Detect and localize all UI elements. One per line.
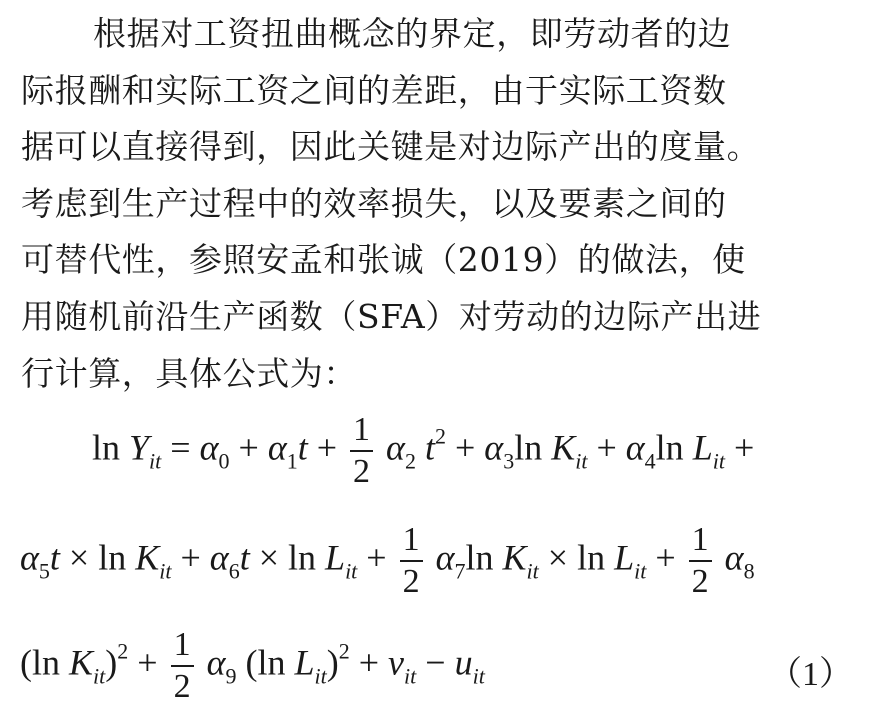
equation-line-1: $\ln Y_{it} = \alpha_0 + \alpha_1t$ + $\frac{1}{2}$ $\alpha_2$ $t^2 + \alpha_3\ln$ $K_{it} + \alpha_4\ln$ $L_{it}$ + [92,411,755,490]
fraction [350,410,373,492]
paragraph-line: 用随机前沿生产函数（SFA）对劳动的边际产出进 [21,296,762,336]
fraction-denominator: 2 [691,563,709,600]
equation-number: （1） [768,656,853,693]
fraction-denominator: 2 [173,668,191,705]
fraction-denominator: 2 [402,563,420,600]
fraction-denominator: 2 [353,453,371,490]
fraction [400,520,423,602]
paragraph-line: 可替代性，参照安孟和张诚（2019）的做法，使 [21,240,746,280]
fraction-numerator: 1 [400,520,423,562]
fraction-numerator: 1 [689,520,712,562]
paragraph-line: 据可以直接得到，因此关键是对边际产出的度量。 [21,127,761,167]
body-paragraph [21,6,861,402]
fraction-numerator: 1 [350,410,373,452]
paragraph-line: 根据对工资扭曲概念的界定，即劳动者的边 [93,14,732,53]
paragraph-line: 行计算，具体公式为： [21,353,357,393]
paragraph-line: 考虑到生产过程中的效率损失，以及要素之间的 [21,183,727,223]
fraction [689,520,712,602]
equation-line-2: $\alpha_5t \times \ln K_{it} + \alpha_6t \times \ln L_{it}$ + $\frac{1}{2}$ $\alpha_7\ln$ $K_{it} \times \ln L_{it}$ + $\frac{1}{2}$ $\alpha_8$ [20,521,755,600]
paragraph-line: 际报酬和实际工资之间的差距，由于实际工资数 [21,70,727,110]
equation-line-3: (ln $K_{it})^2$ + $\frac{1}{2}$ $\alpha_9$ (ln $L_{it})^2 + v_{it} - u_{it}$ [20,626,485,705]
fraction [171,625,194,707]
fraction-numerator: 1 [171,625,194,667]
